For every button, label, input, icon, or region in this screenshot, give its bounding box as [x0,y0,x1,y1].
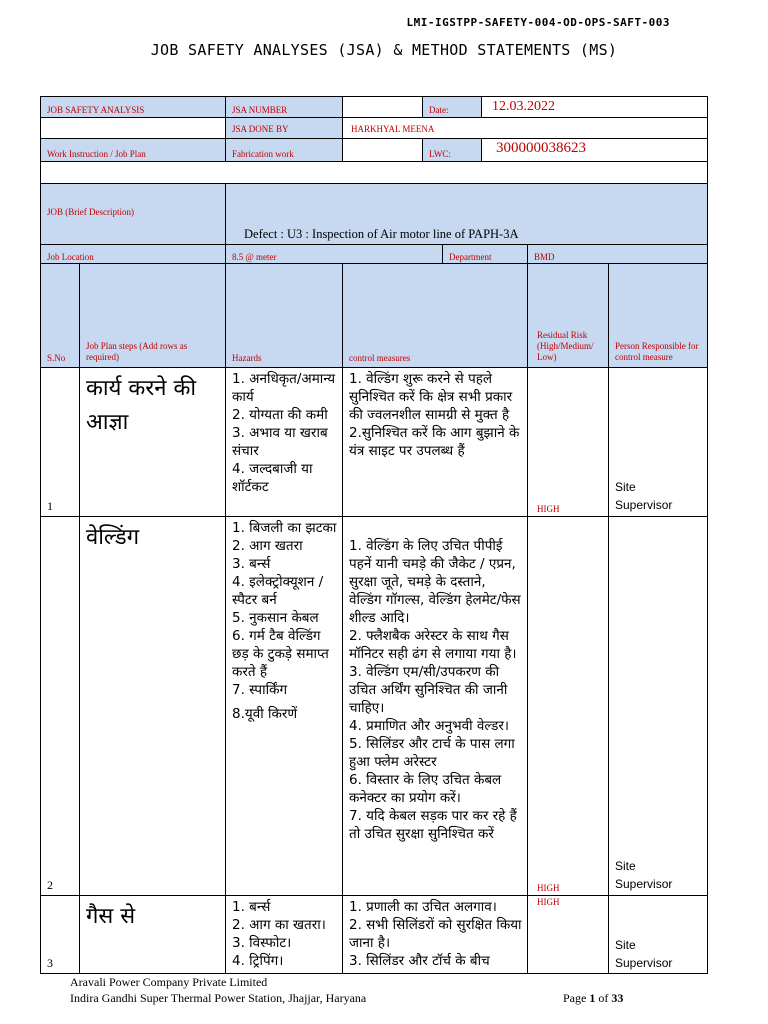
lwc-label: LWC: [429,149,451,159]
row2-control: 3. वेल्डिंग एम/सी/उपकरण की उचित अर्थिंग सुनिश्चित की जानी चाहिए। [349,664,508,716]
row2-hazard: 5. नुकसान केबल [232,610,319,626]
blank-cell [342,138,423,162]
row1-control: 1. वेल्डिंग शुरू करने से पहले सुनिश्चित करें कि क्षेत्र सभी प्रकार की ज्वलनशील सामग्री से मुक्त है [349,371,513,423]
job-label-cell [40,183,226,245]
row3-control: 1. प्रणाली का उचित अलगाव। [349,899,497,915]
page-total: 33 [611,991,624,1005]
header-steps [79,263,226,368]
job-description: Defect : U3 : Inspection of Air motor line of PAPH-3A [244,227,519,241]
row3-hazards [232,898,340,970]
row2-hazard: 4. इलेक्ट्रोक्यूशन / स्पैटर बर्न [232,574,324,608]
row3-hazard: 1. बर्न्स [232,899,271,915]
date-value-cell [481,96,708,118]
row2-control: 1. वेल्डिंग के लिए उचित पीपीई पहनें यानी चमड़े की जैकेट / एप्रन, सुरक्षा जूते, चमड़े के दस्ताने, [349,538,516,590]
jsa-done-by-label-cell [225,117,343,139]
jsa-number-label-cell [225,96,343,118]
header-steps-label: Job Plan steps (Add rows as required) [86,341,188,362]
row2-hazard: 2. आग खतरा [232,538,303,554]
footer-company: Aravali Power Company Private Limited [70,975,268,989]
row3-sno: 3 [47,956,53,970]
work-instruction-value: Fabrication work [232,149,294,159]
work-instruction-label-cell [40,138,226,162]
department-value-cell [527,244,708,264]
row1-controls-cell [342,367,528,517]
row2-step: वेल्डिंग [86,525,140,550]
row1-hazards-cell [225,367,343,517]
job-location-label: Job Location [47,252,94,262]
job-description-cell [225,183,708,245]
row2-hazard: 6. गर्म टैब वेल्डिंग छड़ के टुकड़े समाप्त करते हैं [232,628,329,680]
row1-sno: 1 [47,499,53,513]
row1-controls [349,370,523,460]
row2-control: वेल्डिंग गॉगल्स, वेल्डिंग हेलमेट/फेस शील्ड आदि। [349,592,521,626]
date-label: Date: [429,105,449,115]
jsa-label-cell [40,96,226,118]
date-value: 12.03.2022 [492,99,555,114]
row3-controls-cell [342,895,528,974]
header-sno-label: S.No [47,353,66,363]
row3-hazard: 2. आग का खतरा। [232,917,326,933]
row2-control: 4. प्रमाणित और अनुभवी वेल्डर। [349,718,509,734]
row1-control: 2.सुनिश्चित करें कि आग बुझाने के यंत्र साइट पर उपलब्ध हैं [349,425,520,459]
header-person-label: Person Responsible for control measure [615,341,699,362]
row3-hazard: 4. ट्रिपिंग। [232,953,284,969]
row1-person-cell [608,367,708,517]
jsa-done-by-value-cell [342,117,708,139]
row2-person-cell [608,516,708,896]
jsa-done-by-label: JSA DONE BY [232,124,289,134]
row2-risk-cell [527,516,609,896]
footer-station: Indira Gandhi Super Thermal Power Station, Jhajjar, Haryana [70,991,367,1005]
jsa-number-value-cell [342,96,423,118]
page-current: 1 [589,991,596,1005]
header-control-label: control measures [349,353,411,363]
page-number [563,991,623,1006]
work-instruction-value-cell [225,138,343,162]
row2-risk: HIGH [537,883,560,893]
row1-step: कार्य करने की आज्ञा [86,376,197,435]
row1-person: Site Supervisor [615,480,673,512]
row2-step-cell [79,516,226,896]
row2-person: Site Supervisor [615,859,673,891]
job-label: JOB (Brief Description) [47,207,134,217]
row2-sno: 2 [47,878,53,892]
row2-control: 2. फ्लैशबैक अरेस्टर के साथ गैस मॉनिटर सही ढंग से लगाया गया है। [349,628,517,662]
header-risk-label: Residual Risk (High/Medium/ Low) [537,330,594,362]
department-label: Department [449,252,492,262]
row1-hazard: 3. अभाव या खराब संचार [232,425,328,459]
row3-controls [349,898,523,970]
row2-control: 6. विस्तार के लिए उचित केबल कनेक्टर का प्रयोग करें। [349,772,502,806]
department-label-cell [442,244,528,264]
lwc-value-cell [481,138,708,162]
row3-person: Site Supervisor [615,938,673,970]
row2-hazard: 1. बिजली का झटका [232,520,337,536]
document-reference: LMI-IGSTPP-SAFETY-004-OD-OPS-SAFT-003 [406,16,670,29]
row3-control: 3. सिलिंडर और टॉर्च के बीच [349,953,490,969]
job-location-value-cell [225,244,443,264]
header-hazards [225,263,343,368]
page-of: of [598,991,609,1005]
blank-row [40,161,708,184]
row2-control: 5. सिलिंडर और टार्च के पास लगा हुआ फ्लेम अरेस्टर [349,736,515,770]
row2-hazard: 3. बर्न्स [232,556,271,572]
jsa-label: JOB SAFETY ANALYSIS [47,105,145,115]
row3-step-cell [79,895,226,974]
lwc-value: 300000038623 [496,140,586,156]
header-risk [527,263,609,368]
row3-person-cell [608,895,708,974]
date-label-cell [422,96,482,118]
document-title: JOB SAFETY ANALYSES (JSA) & METHOD STATEMENTS (MS) [150,41,618,59]
job-location-label-cell [40,244,226,264]
row2-hazards-cell [225,516,343,896]
row3-risk: HIGH [537,897,560,907]
jsa-number-label: JSA NUMBER [232,105,288,115]
lwc-label-cell [422,138,482,162]
row2-controls-cell [342,516,528,896]
row1-hazards [232,370,340,496]
row3-control: 2. सभी सिलिंडरों को सुरक्षित किया जाना है। [349,917,522,951]
row2-control: 7. यदि केबल सड़क पार कर रहे हैं तो उचित सुरक्षा सुनिश्चित करें [349,808,517,842]
row2-sno-cell [40,516,80,896]
header-person [608,263,708,368]
department-value: BMD [534,252,555,262]
row1-hazard: 2. योग्यता की कमी [232,407,328,423]
blank-cell [40,117,226,139]
work-instruction-label: Work Instruction / Job Plan [47,149,146,159]
header-control [342,263,528,368]
page-prefix: Page [563,991,587,1005]
row1-sno-cell [40,367,80,517]
row3-sno-cell [40,895,80,974]
jsa-done-by-value: HARKHYAL MEENA [351,124,435,134]
job-location-value: 8.5 @ meter [232,252,277,262]
row1-risk-cell [527,367,609,517]
row3-step: गैस से [86,904,136,929]
row2-hazards [232,519,340,723]
row1-step-cell [79,367,226,517]
row2-controls [349,537,523,843]
row2-hazard: 8.यूवी किरणें [232,706,298,722]
header-hazards-label: Hazards [232,353,262,363]
row1-hazard: 1. अनधिकृत/अमान्य कार्य [232,371,336,405]
row1-risk: HIGH [537,504,560,514]
row3-hazards-cell [225,895,343,974]
row2-hazard: 7. स्पार्किंग [232,682,288,698]
row3-risk-cell [527,895,609,974]
row3-hazard: 3. विस्फोट। [232,935,292,951]
header-sno [40,263,80,368]
row1-hazard: 4. जल्दबाजी या शॉर्टकट [232,461,313,495]
